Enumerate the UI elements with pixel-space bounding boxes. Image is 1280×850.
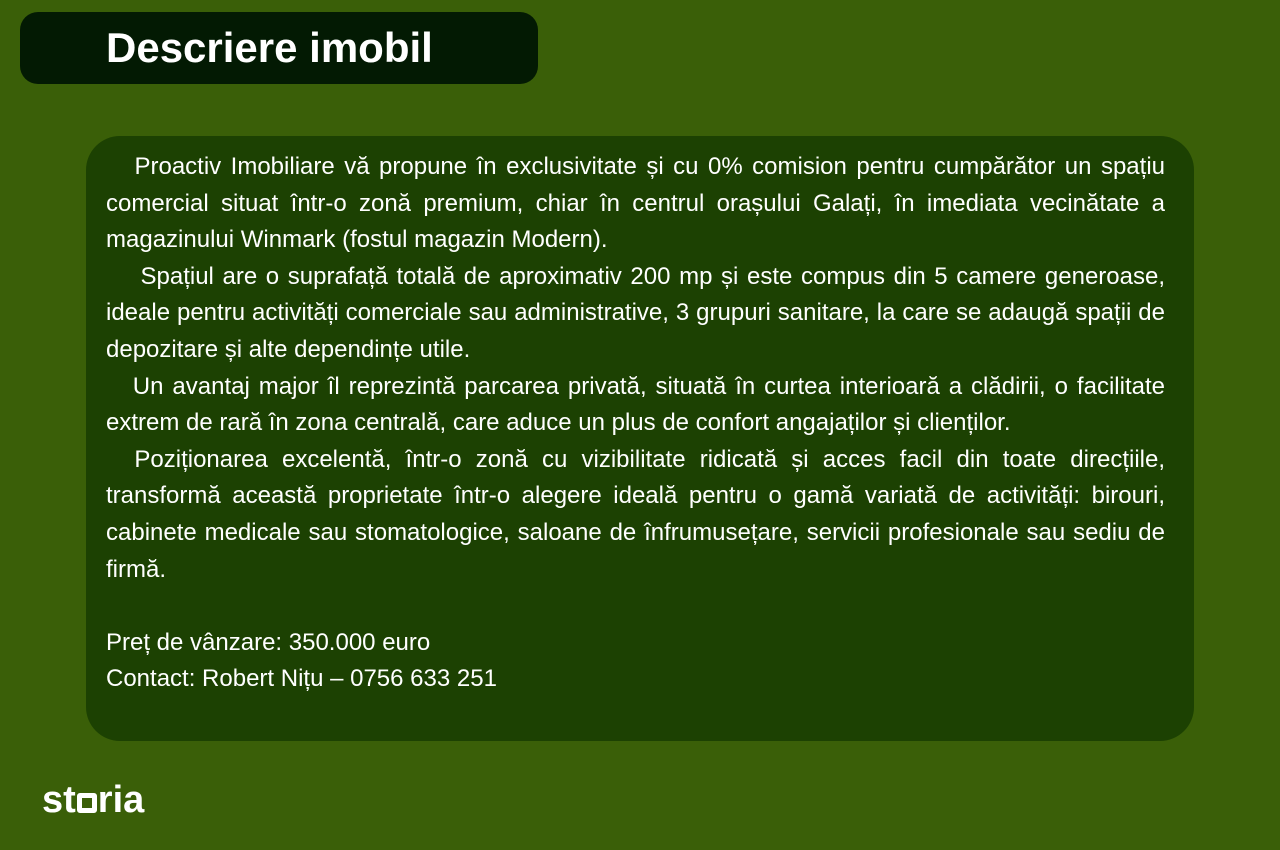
description-paragraph-1: Proactiv Imobiliare vă propune în exclusivitate și cu 0% comision pentru cumpărător un spațiu comercial situat într-o zonă premium, chiar în centrul orașului Galați, în imediata vecinătate a magazinului Winmark (fostul magazin Modern). xyxy=(106,153,1172,254)
logo-text-end: ria xyxy=(97,779,145,821)
logo-text-start: st xyxy=(42,779,76,821)
description-paragraph-3: Un avantaj major îl reprezintă parcarea privată, situată în curtea interioară a clădirii, o facilitate extrem de rară în zona centrală, care aduce un plus de confort angajaților și clienților. xyxy=(106,372,1172,437)
storia-logo xyxy=(42,780,144,820)
contact-info: Contact: Robert Nițu – 0756 633 251 xyxy=(106,665,497,693)
description-paragraph-2: Spațiul are o suprafață totală de aproximativ 200 mp și este compus din 5 camere generoase, ideale pentru activități comerciale sau administrative, 3 grupuri sanitare, la care se adaugă spații de depozitare și alte dependințe utile. xyxy=(106,262,1172,363)
title-banner xyxy=(20,12,538,84)
spacer xyxy=(106,588,1165,625)
page-title: Descriere imobil xyxy=(106,24,433,71)
sale-price: Preț de vânzare: 350.000 euro xyxy=(106,628,431,656)
description-paragraph-4: Poziționarea excelentă, într-o zonă cu vizibilitate ridicată și acces facil din toate direcțiile, transformă această proprietate într-o alegere ideală pentru o gamă variată de activități: birouri, cabinete medicale sau stomatologice, saloane de înfrumusețare, servicii profesionale sau sediu de firmă. xyxy=(106,445,1172,583)
description-panel xyxy=(86,136,1194,741)
logo-square-icon xyxy=(77,793,97,813)
